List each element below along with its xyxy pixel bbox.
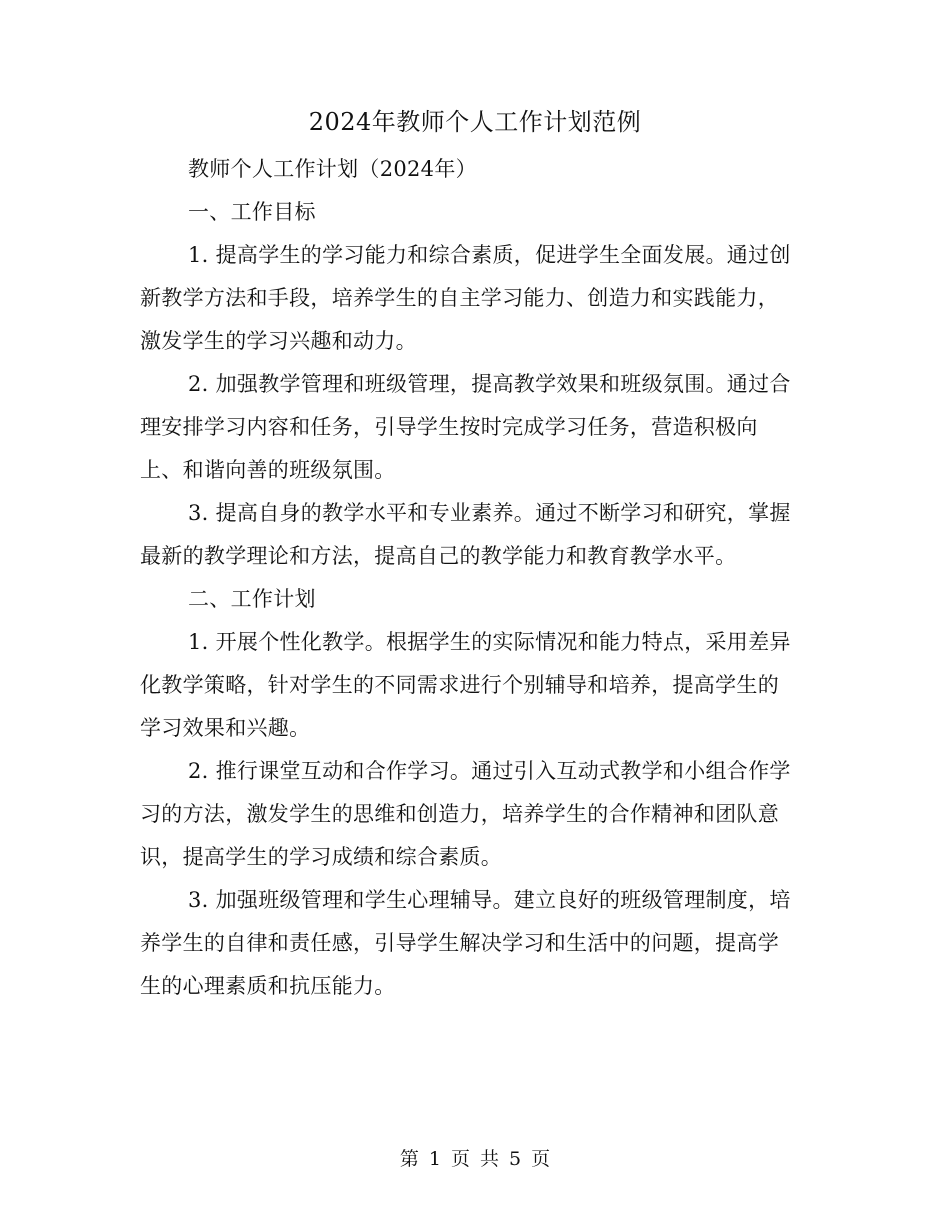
paragraph-goal-3	[140, 492, 810, 578]
paragraph-plan-1	[140, 621, 810, 750]
paragraph-line: 1. 提高学生的学习能力和综合素质，促进学生全面发展。通过创	[188, 243, 791, 267]
paragraph-line: 理安排学习内容和任务，引导学生按时完成学习任务，营造积极向	[140, 415, 758, 439]
section-heading-plan: 二、工作计划	[188, 587, 316, 611]
paragraph-line: 最新的教学理论和方法，提高自己的教学能力和教育教学水平。	[140, 544, 737, 568]
document-title: 2024年教师个人工作计划范例	[308, 108, 642, 136]
document-subtitle: 教师个人工作计划（2024年）	[188, 157, 477, 181]
paragraph-line: 生的心理素质和抗压能力。	[140, 974, 396, 998]
document-body	[140, 148, 810, 1008]
page-number-footer: 第 1 页 共 5 页	[399, 1148, 551, 1170]
paragraph-line: 识，提高学生的学习成绩和综合素质。	[140, 845, 503, 869]
paragraph-line: 学习效果和兴趣。	[140, 716, 311, 740]
paragraph-plan-2	[140, 750, 810, 879]
paragraph-line: 养学生的自律和责任感，引导学生解决学习和生活中的问题，提高学	[140, 931, 779, 955]
paragraph-line: 上、和谐向善的班级氛围。	[140, 458, 396, 482]
paragraph-plan-3	[140, 879, 810, 1008]
paragraph-line: 化教学策略，针对学生的不同需求进行个别辅导和培养，提高学生的	[140, 673, 779, 697]
paragraph-goal-1	[140, 234, 810, 363]
paragraph-line: 2. 加强教学管理和班级管理，提高教学效果和班级氛围。通过合	[188, 372, 791, 396]
section-heading-goals: 一、工作目标	[188, 200, 316, 224]
paragraph-line: 3. 加强班级管理和学生心理辅导。建立良好的班级管理制度，培	[188, 888, 791, 912]
paragraph-goal-2	[140, 363, 810, 492]
paragraph-line: 1. 开展个性化教学。根据学生的实际情况和能力特点，采用差异	[188, 630, 791, 654]
paragraph-line: 习的方法，激发学生的思维和创造力，培养学生的合作精神和团队意	[140, 802, 779, 826]
paragraph-line: 新教学方法和手段，培养学生的自主学习能力、创造力和实践能力，	[140, 286, 779, 310]
paragraph-line: 激发学生的学习兴趣和动力。	[140, 329, 417, 353]
paragraph-line: 2. 推行课堂互动和合作学习。通过引入互动式教学和小组合作学	[188, 759, 791, 783]
paragraph-line: 3. 提高自身的教学水平和专业素养。通过不断学习和研究，掌握	[188, 501, 791, 525]
